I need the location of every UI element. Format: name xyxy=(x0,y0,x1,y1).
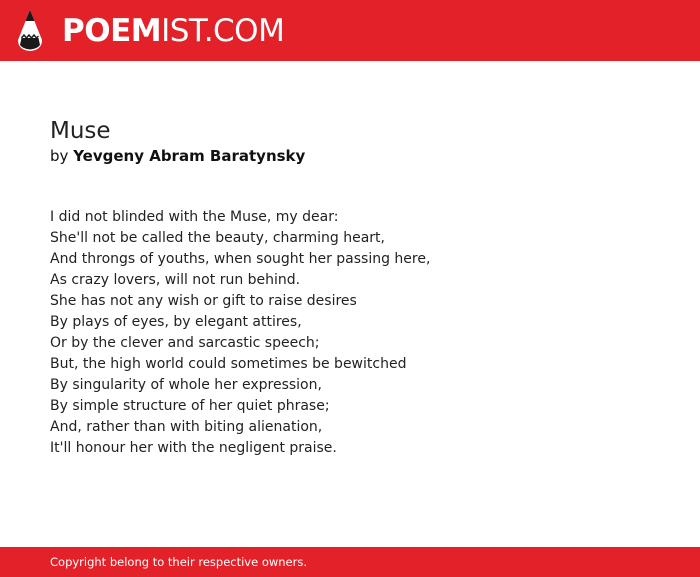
poem-content xyxy=(50,117,670,459)
by-label: by xyxy=(50,147,69,165)
poem-line: It'll honour her with the negligent praise. xyxy=(50,440,337,456)
poem-line: And throngs of youths, when sought her passing here, xyxy=(50,251,431,267)
poem-byline xyxy=(50,146,670,166)
poem-line: By simple structure of her quiet phrase; xyxy=(50,398,330,414)
poem-line: But, the high world could sometimes be bewitched xyxy=(50,356,407,372)
poem-line: She'll not be called the beauty, charming heart, xyxy=(50,230,385,246)
copyright-text: Copyright belong to their respective owners. xyxy=(50,555,308,569)
poem-line: And, rather than with biting alienation, xyxy=(50,419,323,435)
poem-line: Or by the clever and sarcastic speech; xyxy=(50,335,320,351)
pencil-logo-icon[interactable] xyxy=(17,9,43,52)
logo-bold-text: POEM xyxy=(62,13,162,49)
logo-light-text: IST.COM xyxy=(161,13,285,49)
poem-line: I did not blinded with the Muse, my dear: xyxy=(50,209,339,225)
poem-line: By singularity of whole her expression, xyxy=(50,377,322,393)
poem-line: By plays of eyes, by elegant attires, xyxy=(50,314,302,330)
poem-line: She has not any wish or gift to raise desires xyxy=(50,293,357,309)
poem-title: Muse xyxy=(50,118,111,144)
site-header xyxy=(0,0,700,61)
poem-line: As crazy lovers, will not run behind. xyxy=(50,272,301,288)
poem-body xyxy=(50,207,670,459)
site-logo[interactable] xyxy=(62,12,284,50)
poem-author: Yevgeny Abram Baratynsky xyxy=(73,147,306,165)
site-footer xyxy=(0,547,700,577)
